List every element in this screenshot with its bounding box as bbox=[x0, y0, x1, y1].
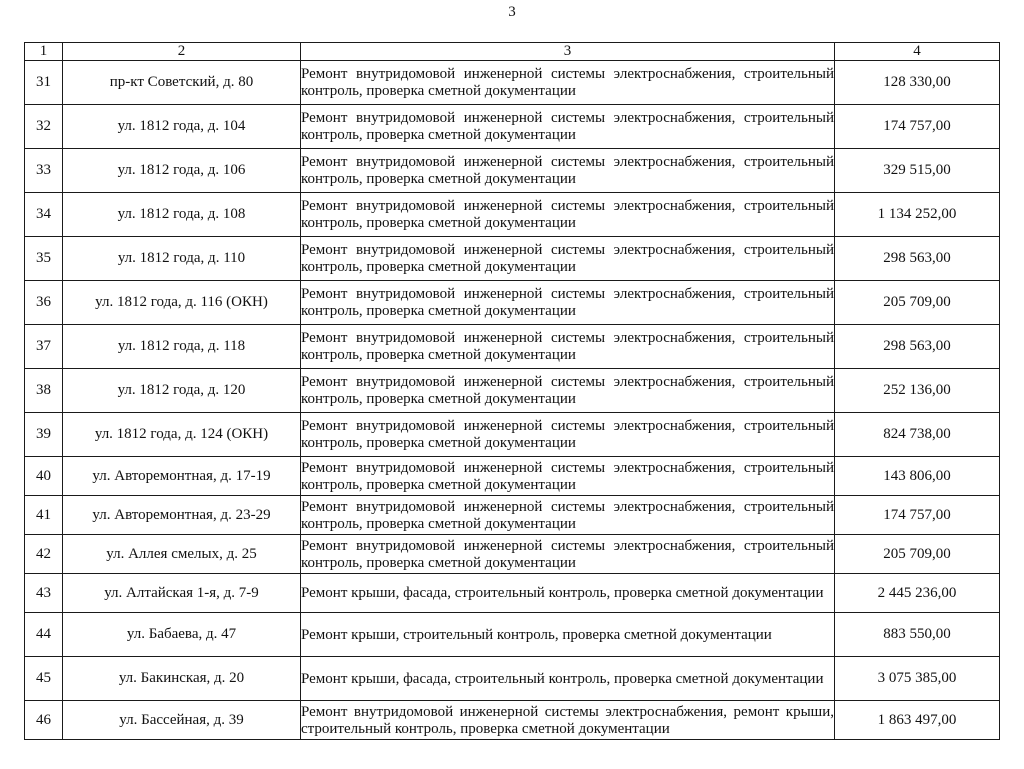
row-address: ул. 1812 года, д. 108 bbox=[63, 193, 301, 237]
row-work-description bbox=[301, 701, 835, 740]
column-header-amount: 4 bbox=[835, 43, 1000, 61]
row-work-description bbox=[301, 413, 835, 457]
row-number: 33 bbox=[25, 149, 63, 193]
table-row bbox=[25, 496, 1000, 535]
row-number: 42 bbox=[25, 535, 63, 574]
row-amount: 1 863 497,00 bbox=[835, 701, 1000, 740]
row-address: пр-кт Советский, д. 80 bbox=[63, 61, 301, 105]
row-address: ул. Авторемонтная, д. 23-29 bbox=[63, 496, 301, 535]
row-number: 37 bbox=[25, 325, 63, 369]
row-amount: 174 757,00 bbox=[835, 105, 1000, 149]
table-row bbox=[25, 61, 1000, 105]
row-amount: 298 563,00 bbox=[835, 237, 1000, 281]
row-number: 34 bbox=[25, 193, 63, 237]
row-work-description bbox=[301, 457, 835, 496]
row-address: ул. 1812 года, д. 116 (ОКН) bbox=[63, 281, 301, 325]
row-number: 40 bbox=[25, 457, 63, 496]
table-row bbox=[25, 574, 1000, 613]
row-work-description bbox=[301, 657, 835, 701]
row-work-text: Ремонт внутридомовой инженерной системы электроснабжения, строительный контроль, проверка сметной документации bbox=[301, 198, 834, 231]
row-work-description bbox=[301, 105, 835, 149]
table-row bbox=[25, 535, 1000, 574]
row-amount: 128 330,00 bbox=[835, 61, 1000, 105]
row-work-text: Ремонт внутридомовой инженерной системы электроснабжения, строительный контроль, проверка сметной документации bbox=[301, 286, 834, 319]
row-work-text: Ремонт внутридомовой инженерной системы электроснабжения, строительный контроль, проверка сметной документации bbox=[301, 330, 834, 363]
row-address: ул. 1812 года, д. 118 bbox=[63, 325, 301, 369]
table-row bbox=[25, 657, 1000, 701]
row-address: ул. Авторемонтная, д. 17-19 bbox=[63, 457, 301, 496]
row-amount: 205 709,00 bbox=[835, 281, 1000, 325]
row-address: ул. Алтайская 1-я, д. 7-9 bbox=[63, 574, 301, 613]
table-row bbox=[25, 281, 1000, 325]
row-amount: 2 445 236,00 bbox=[835, 574, 1000, 613]
row-amount: 883 550,00 bbox=[835, 613, 1000, 657]
row-address: ул. Аллея смелых, д. 25 bbox=[63, 535, 301, 574]
row-work-description bbox=[301, 369, 835, 413]
row-work-text: Ремонт крыши, фасада, строительный контроль, проверка сметной документации bbox=[301, 670, 824, 687]
row-number: 38 bbox=[25, 369, 63, 413]
row-number: 46 bbox=[25, 701, 63, 740]
table-row bbox=[25, 149, 1000, 193]
row-work-description bbox=[301, 149, 835, 193]
row-amount: 174 757,00 bbox=[835, 496, 1000, 535]
row-work-text: Ремонт внутридомовой инженерной системы электроснабжения, строительный контроль, проверка сметной документации bbox=[301, 537, 834, 571]
column-header-work: 3 bbox=[301, 43, 835, 61]
row-address: ул. Бассейная, д. 39 bbox=[63, 701, 301, 740]
table-row bbox=[25, 193, 1000, 237]
row-work-text: Ремонт внутридомовой инженерной системы электроснабжения, строительный контроль, проверка сметной документации bbox=[301, 242, 834, 275]
row-work-text: Ремонт внутридомовой инженерной системы электроснабжения, строительный контроль, проверка сметной документации bbox=[301, 110, 834, 143]
table-row bbox=[25, 237, 1000, 281]
row-work-text: Ремонт внутридомовой инженерной системы электроснабжения, строительный контроль, проверка сметной документации bbox=[301, 498, 834, 532]
row-work-text: Ремонт крыши, фасада, строительный контроль, проверка сметной документации bbox=[301, 585, 824, 601]
row-work-text: Ремонт внутридомовой инженерной системы электроснабжения, ремонт крыши, строительный контроль, проверка сметной документации bbox=[301, 703, 834, 737]
row-work-text: Ремонт внутридомовой инженерной системы электроснабжения, строительный контроль, проверка сметной документации bbox=[301, 418, 834, 451]
row-amount: 143 806,00 bbox=[835, 457, 1000, 496]
row-amount: 329 515,00 bbox=[835, 149, 1000, 193]
row-number: 43 bbox=[25, 574, 63, 613]
row-work-text: Ремонт внутридомовой инженерной системы электроснабжения, строительный контроль, проверка сметной документации bbox=[301, 154, 834, 187]
row-amount: 1 134 252,00 bbox=[835, 193, 1000, 237]
row-work-description bbox=[301, 574, 835, 613]
row-number: 35 bbox=[25, 237, 63, 281]
row-address: ул. 1812 года, д. 120 bbox=[63, 369, 301, 413]
row-address: ул. 1812 года, д. 124 (ОКН) bbox=[63, 413, 301, 457]
row-work-description bbox=[301, 535, 835, 574]
row-work-description bbox=[301, 281, 835, 325]
table-row bbox=[25, 105, 1000, 149]
row-number: 36 bbox=[25, 281, 63, 325]
row-work-description bbox=[301, 325, 835, 369]
row-work-description bbox=[301, 61, 835, 105]
row-address: ул. Бабаева, д. 47 bbox=[63, 613, 301, 657]
row-work-description bbox=[301, 496, 835, 535]
row-number: 39 bbox=[25, 413, 63, 457]
table-row bbox=[25, 457, 1000, 496]
row-address: ул. 1812 года, д. 110 bbox=[63, 237, 301, 281]
header-row bbox=[25, 43, 1000, 61]
row-amount: 252 136,00 bbox=[835, 369, 1000, 413]
row-work-text: Ремонт внутридомовой инженерной системы электроснабжения, строительный контроль, проверка сметной документации bbox=[301, 66, 834, 99]
row-amount: 298 563,00 bbox=[835, 325, 1000, 369]
row-work-description bbox=[301, 613, 835, 657]
table-row bbox=[25, 369, 1000, 413]
row-address: ул. 1812 года, д. 104 bbox=[63, 105, 301, 149]
row-amount: 824 738,00 bbox=[835, 413, 1000, 457]
row-number: 31 bbox=[25, 61, 63, 105]
row-number: 44 bbox=[25, 613, 63, 657]
table-row bbox=[25, 701, 1000, 740]
row-work-text: Ремонт крыши, строительный контроль, проверка сметной документации bbox=[301, 626, 772, 643]
row-work-description bbox=[301, 237, 835, 281]
row-work-text: Ремонт внутридомовой инженерной системы электроснабжения, строительный контроль, проверка сметной документации bbox=[301, 374, 834, 407]
page-number: 3 bbox=[508, 4, 516, 20]
row-work-description bbox=[301, 193, 835, 237]
table-row bbox=[25, 613, 1000, 657]
row-number: 32 bbox=[25, 105, 63, 149]
table-row bbox=[25, 413, 1000, 457]
column-header-number: 1 bbox=[25, 43, 63, 61]
row-address: ул. Бакинская, д. 20 bbox=[63, 657, 301, 701]
repair-registry-table bbox=[24, 42, 1000, 740]
column-header-address: 2 bbox=[63, 43, 301, 61]
row-address: ул. 1812 года, д. 106 bbox=[63, 149, 301, 193]
row-amount: 205 709,00 bbox=[835, 535, 1000, 574]
row-number: 41 bbox=[25, 496, 63, 535]
row-work-text: Ремонт внутридомовой инженерной системы электроснабжения, строительный контроль, проверка сметной документации bbox=[301, 459, 834, 493]
row-amount: 3 075 385,00 bbox=[835, 657, 1000, 701]
row-number: 45 bbox=[25, 657, 63, 701]
table-row bbox=[25, 325, 1000, 369]
